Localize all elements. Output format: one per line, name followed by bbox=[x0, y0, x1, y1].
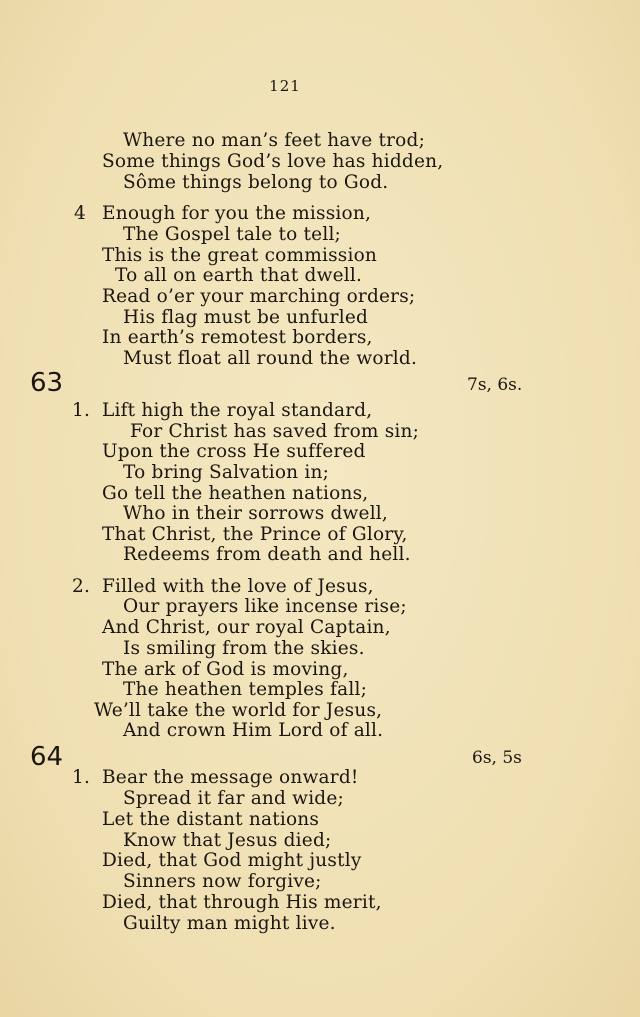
verse-line: To all on earth that dwell. bbox=[115, 265, 363, 286]
verse-line: Is smiling from the skies. bbox=[123, 638, 365, 659]
verse-number: 2. bbox=[72, 576, 91, 597]
hymn-meter: 7s, 6s. bbox=[467, 375, 523, 395]
verse-line: The ark of God is moving, bbox=[102, 659, 349, 680]
verse-line: The heathen temples fall; bbox=[123, 679, 368, 700]
verse-line: Who in their sorrows dwell, bbox=[123, 503, 389, 524]
verse-line: This is the great commission bbox=[102, 245, 378, 266]
verse-number: 4 bbox=[74, 203, 86, 224]
verse-line: Our prayers like incense rise; bbox=[123, 596, 407, 617]
verse-line: Know that Jesus died; bbox=[123, 830, 332, 851]
verse-line: Redeems from death and hell. bbox=[123, 544, 411, 565]
verse-line: Spread it far and wide; bbox=[123, 788, 344, 809]
verse-line: Sôme things belong to God. bbox=[123, 172, 389, 193]
page-number: 121 bbox=[269, 77, 301, 95]
hymn-number: 63 bbox=[30, 368, 64, 398]
verse-line: To bring Salvation in; bbox=[123, 462, 330, 483]
verse-line: Enough for you the mission, bbox=[102, 203, 372, 224]
verse-line: Must float all round the world. bbox=[123, 348, 418, 369]
verse-line: Let the distant nations bbox=[102, 809, 320, 830]
verse-line: Go tell the heathen nations, bbox=[102, 483, 369, 504]
verse-line: Where no man’s feet have trod; bbox=[123, 130, 425, 151]
verse-line: Lift high the royal standard, bbox=[102, 400, 373, 421]
verse-line: Died, that through His merit, bbox=[102, 892, 382, 913]
verse-line: Guilty man might live. bbox=[123, 913, 336, 934]
verse-line: And crown Him Lord of all. bbox=[123, 720, 384, 741]
verse-number: 1. bbox=[72, 767, 91, 788]
verse-line: And Christ, our royal Captain, bbox=[102, 617, 391, 638]
hymn-meter: 6s, 5s bbox=[472, 748, 522, 768]
verse-line: His flag must be unfurled bbox=[123, 307, 369, 328]
verse-line: Some things God’s love has hidden, bbox=[102, 151, 444, 172]
hymn-number: 64 bbox=[30, 742, 64, 772]
verse-line: Died, that God might justly bbox=[102, 850, 362, 871]
verse-line: Upon the cross He suffered bbox=[102, 441, 366, 462]
verse-line: The Gospel tale to tell; bbox=[123, 224, 341, 245]
verse-line: We’ll take the world for Jesus, bbox=[94, 700, 383, 721]
verse-line: Bear the message onward! bbox=[102, 767, 359, 788]
verse-line: Sinners now forgive; bbox=[123, 871, 322, 892]
verse-line: In earth’s remotest borders, bbox=[102, 327, 373, 348]
verse-number: 1. bbox=[72, 400, 91, 421]
verse-line: For Christ has saved from sin; bbox=[130, 421, 420, 442]
verse-line: That Christ, the Prince of Glory, bbox=[102, 524, 408, 545]
verse-line: Read o’er your marching orders; bbox=[102, 286, 416, 307]
verse-line: Filled with the love of Jesus, bbox=[102, 576, 374, 597]
